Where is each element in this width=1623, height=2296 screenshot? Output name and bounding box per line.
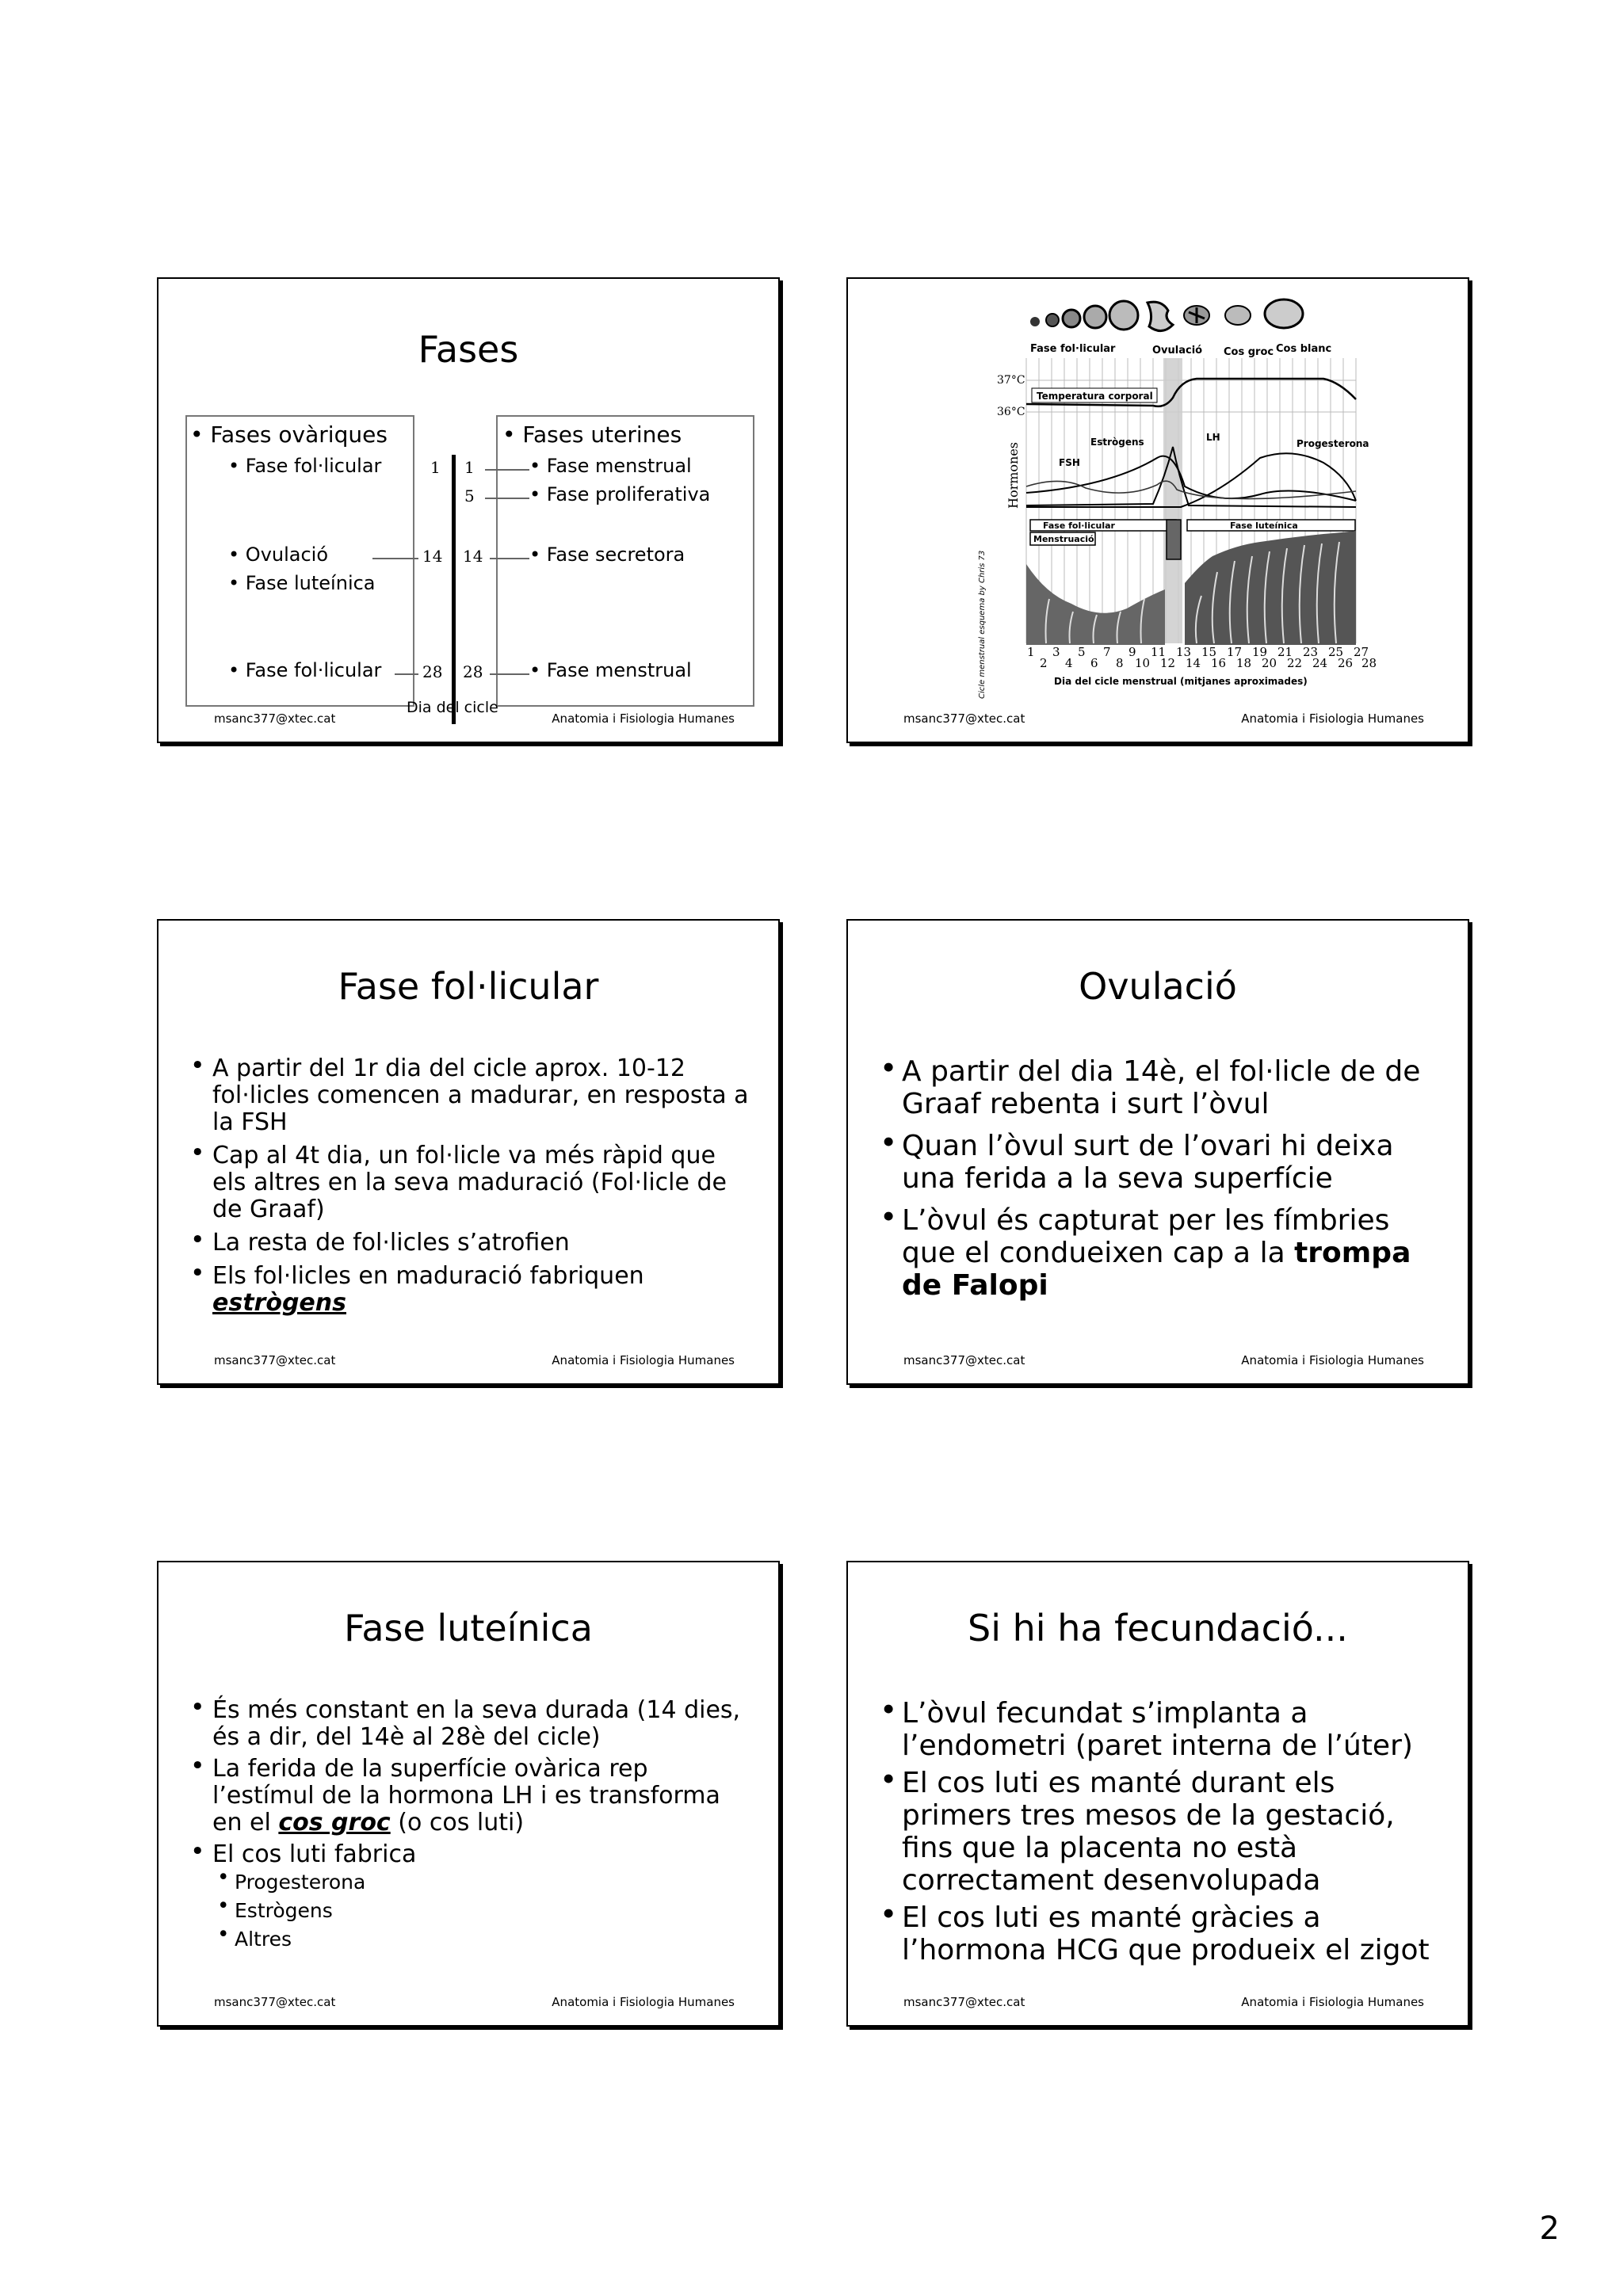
ovarian-item-follicular: • Fase fol·licular	[228, 455, 382, 477]
slide-title: Si hi ha fecundació...	[968, 1607, 1348, 1650]
svg-text:13: 13	[1176, 645, 1192, 659]
svg-text:6: 6	[1090, 656, 1098, 670]
ovarian-item-luteal: • Fase luteínica	[228, 572, 376, 594]
svg-text:22: 22	[1287, 656, 1303, 670]
endometrium-layer	[1026, 564, 1165, 645]
svg-text:5: 5	[1078, 645, 1086, 659]
slide-ovulation	[846, 919, 1469, 1385]
emphasis-fallopian-tube: trompa de Falopi	[902, 1237, 1411, 1302]
connector-menstrual-2	[490, 673, 529, 675]
svg-text:14: 14	[1186, 656, 1201, 670]
footer-course: Anatomia i Fisiologia Humanes	[1241, 1353, 1424, 1367]
svg-text:18: 18	[1236, 656, 1252, 670]
svg-text:10: 10	[1135, 656, 1151, 670]
uterine-item-menstrual-2: • Fase menstrual	[529, 659, 692, 681]
bullet-item: • És més constant en la seva durada (14 dies, és a dir, del 14è al 28è del cicle)	[190, 1697, 754, 1751]
svg-text:3: 3	[1052, 645, 1060, 659]
svg-text:19: 19	[1252, 645, 1268, 659]
footer-email: msanc377@xtec.cat	[903, 1353, 1025, 1367]
slide-title: Fase fol·licular	[338, 965, 599, 1008]
progesterone-label: Progesterona	[1296, 438, 1369, 449]
connector-secretory	[490, 558, 529, 559]
sub-bullet-item: • Estrògens	[217, 1897, 754, 1925]
cycle-axis-line	[452, 455, 456, 724]
connector-menstrual	[485, 469, 529, 471]
axis-right-1: 1	[464, 458, 475, 477]
uterine-item-menstrual: • Fase menstrual	[529, 455, 692, 477]
slide-cycle-diagram	[846, 277, 1469, 743]
bullet-list	[190, 1697, 754, 1954]
emphasis-yellow-body: cos groc	[278, 1809, 391, 1836]
svg-text:27: 27	[1354, 645, 1369, 659]
axis-right-28: 28	[463, 662, 483, 681]
diagram-side-caption: Cicle menstrual esquema by Chris 73	[978, 550, 987, 699]
stage-label-follicular: Fase fol·licular	[1030, 343, 1116, 355]
footer-email: msanc377@xtec.cat	[214, 711, 336, 726]
svg-text:16: 16	[1211, 656, 1227, 670]
svg-text:17: 17	[1227, 645, 1243, 659]
ovulation-band	[1163, 358, 1182, 643]
hormones-axis-label: Hormones	[1006, 441, 1021, 509]
temp-low-label: 36°C	[997, 406, 1025, 418]
axis-left-28: 28	[422, 662, 443, 681]
days-axis-caption: Dia del cicle menstrual (mitjanes aproximades)	[1054, 676, 1308, 687]
connector-follicular-2	[395, 673, 418, 675]
axis-left-1: 1	[430, 458, 441, 477]
footer-course: Anatomia i Fisiologia Humanes	[552, 1995, 735, 2009]
fsh-label: FSH	[1059, 457, 1080, 468]
ovary-stages-icons	[1030, 299, 1303, 331]
temp-high-label: 37°C	[997, 374, 1025, 387]
footer-course: Anatomia i Fisiologia Humanes	[552, 711, 735, 726]
footer-email: msanc377@xtec.cat	[903, 711, 1025, 726]
footer-email: msanc377@xtec.cat	[214, 1353, 336, 1367]
svg-text:25: 25	[1328, 645, 1344, 659]
slide-title: Ovulació	[1079, 965, 1237, 1008]
ovarian-heading: • Fases ovàriques	[190, 421, 388, 448]
stage-label-yellow-body: Cos groc	[1224, 346, 1274, 358]
emphasis-estrogens: estrògens	[212, 1289, 346, 1317]
menstrual-cycle-diagram	[848, 279, 1468, 742]
footer-email: msanc377@xtec.cat	[903, 1995, 1025, 2009]
estrogens-label: Estrògens	[1090, 437, 1144, 448]
bullet-item: • El cos luti es manté durant els primers tres mesos de la gestació, fins que la placenta no està correctament desenvolupada	[880, 1767, 1444, 1897]
svg-text:15: 15	[1201, 645, 1217, 659]
bullet-item: • A partir del dia 14è, el fol·licle de de Graaf rebenta i surt l’òvul	[880, 1055, 1444, 1120]
svg-text:11: 11	[1151, 645, 1167, 659]
svg-text:20: 20	[1262, 656, 1277, 670]
bullet-list	[880, 1697, 1444, 1966]
slide-fases	[157, 277, 780, 743]
footer-course: Anatomia i Fisiologia Humanes	[1241, 711, 1424, 726]
svg-text:24: 24	[1312, 656, 1328, 670]
svg-text:9: 9	[1128, 645, 1136, 659]
svg-text:21: 21	[1277, 645, 1293, 659]
ovarian-item-ovulation: • Ovulació	[228, 543, 329, 566]
connector-ovulation	[372, 558, 418, 559]
bullet-item: • La ferida de la superfície ovàrica rep l’estímul de la hormona LH i es transforma en el cos groc (o cos luti)	[190, 1756, 754, 1836]
slide-title: Fases	[418, 328, 519, 371]
sub-bullet-item: • Progesterona	[217, 1868, 754, 1897]
ovarian-item-follicular-2: • Fase fol·licular	[228, 659, 382, 681]
connector-proliferative	[485, 498, 529, 499]
slide-follicular-phase	[157, 919, 780, 1385]
luteal-bar-label: Fase luteínica	[1230, 521, 1298, 531]
stage-label-white-body: Cos blanc	[1276, 343, 1332, 355]
bullet-item: • Els fol·licles en maduració fabriquen estrògens	[190, 1263, 754, 1317]
follicular-bar-label: Fase fol·licular	[1043, 521, 1115, 531]
slide-title: Fase luteínica	[344, 1607, 593, 1650]
footer-email: msanc377@xtec.cat	[214, 1995, 336, 2009]
endometrium-layer-secretory	[1185, 531, 1356, 645]
bullet-list	[880, 1055, 1444, 1302]
day-ticks	[1027, 645, 1377, 670]
menstruation-label: Menstruació	[1033, 534, 1094, 544]
axis-right-14: 14	[463, 547, 483, 566]
bullet-item: • L’òvul fecundat s’implanta a l’endometri (paret interna de l’úter)	[880, 1697, 1444, 1762]
page-number: 2	[1539, 2210, 1560, 2247]
footer-course: Anatomia i Fisiologia Humanes	[552, 1353, 735, 1367]
sub-bullet-item: • Altres	[217, 1925, 754, 1954]
uterine-heading: • Fases uterines	[502, 421, 682, 448]
bullet-item: • A partir del 1r dia del cicle aprox. 10-12 fol·licles comencen a madurar, en resposta a la FSH	[190, 1055, 754, 1136]
temp-label: Temperatura corporal	[1037, 391, 1153, 402]
axis-left-14: 14	[422, 547, 443, 566]
bullet-item: • Cap al 4t dia, un fol·licle va més ràpid que els altres en la seva maduració (Fol·licle de de Graaf)	[190, 1142, 754, 1223]
svg-text:4: 4	[1065, 656, 1073, 670]
footer-course: Anatomia i Fisiologia Humanes	[1241, 1995, 1424, 2009]
axis-right-5: 5	[464, 486, 475, 505]
lh-label: LH	[1206, 432, 1220, 443]
stage-label-ovulation: Ovulació	[1152, 345, 1203, 357]
svg-text:23: 23	[1303, 645, 1319, 659]
slide-luteal-phase	[157, 1561, 780, 2027]
svg-text:2: 2	[1040, 656, 1048, 670]
svg-text:26: 26	[1338, 656, 1354, 670]
svg-text:7: 7	[1103, 645, 1111, 659]
bullet-item: • Quan l’òvul surt de l’ovari hi deixa una ferida a la seva superfície	[880, 1130, 1444, 1195]
slide-fertilization	[846, 1561, 1469, 2027]
bullet-item: • L’òvul és capturat per les fímbries que el condueixen cap a la trompa de Falopi	[880, 1204, 1444, 1302]
svg-text:1: 1	[1027, 645, 1035, 659]
svg-text:12: 12	[1160, 656, 1176, 670]
bullet-item: • El cos luti es manté gràcies a l’hormona HCG que produeix el zigot	[880, 1901, 1444, 1966]
uterine-item-secretory: • Fase secretora	[529, 543, 685, 566]
svg-text:8: 8	[1116, 656, 1124, 670]
bullet-item: • La resta de fol·licles s’atrofien	[190, 1230, 754, 1257]
bullet-list	[190, 1055, 754, 1317]
uterine-item-proliferative: • Fase proliferativa	[529, 483, 711, 505]
svg-text:28: 28	[1361, 656, 1377, 670]
bullet-item: • El cos luti fabrica	[190, 1841, 754, 1868]
ovulation-marker	[1167, 520, 1181, 559]
axis-caption: Dia del cicle	[407, 699, 498, 716]
